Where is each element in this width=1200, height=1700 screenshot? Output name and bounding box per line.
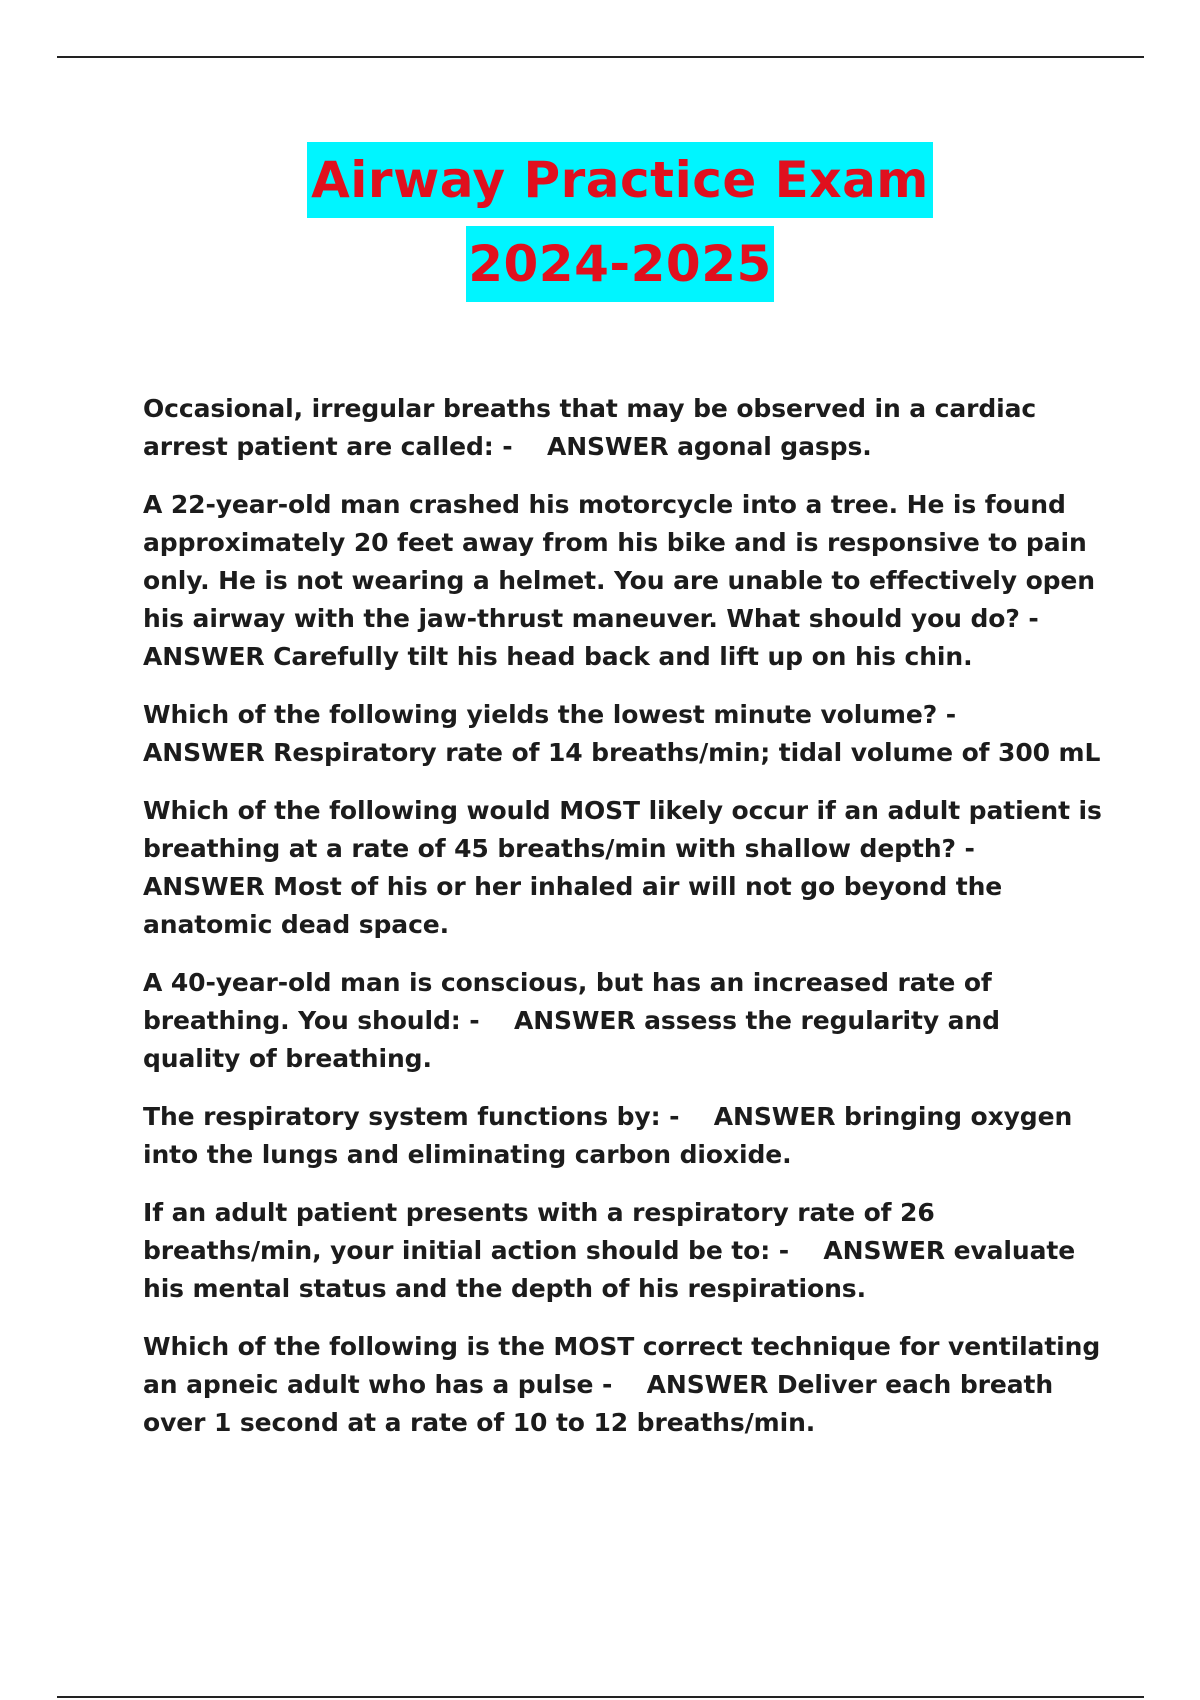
bottom-rule: [57, 1696, 1144, 1698]
page-subtitle-year: 2024-2025: [466, 226, 774, 302]
question-item: A 22-year-old man crashed his motorcycle into a tree. He is found approximately 20 feet away from his bike and is responsive to pain only. He is not wearing a helmet. You are unable to effectively open his airway with the jaw-thrust maneuver. What should you do? - ANSWER Carefully tilt his head back and lift up on his chin.: [143, 490, 1104, 671]
question-item: Which of the following yields the lowest minute volume? - ANSWER Respiratory rate of 14 breaths/min; tidal volume of 300 mL: [143, 700, 1101, 767]
question-item: Which of the following is the MOST correct technique for ventilating an apneic adult who has a pulse - ANSWER Deliver each breath over 1 second at a rate of 10 to 12 breaths/min.: [143, 1332, 1109, 1437]
top-rule: [57, 56, 1144, 58]
question-item: Which of the following would MOST likely occur if an adult patient is breathing at a rate of 45 breaths/min with shallow depth? - ANSWER Most of his or her inhaled air will not go beyond the anatomic dead space.: [143, 796, 1111, 939]
page-title: Airway Practice Exam: [307, 142, 933, 218]
question-list: [143, 390, 1111, 1462]
question-item: Occasional, irregular breaths that may be observed in a cardiac arrest patient are called: - ANSWER agonal gasps.: [143, 394, 1045, 461]
question-item: The respiratory system functions by: - ANSWER bringing oxygen into the lungs and eliminating carbon dioxide.: [143, 1102, 1081, 1169]
question-item: A 40-year-old man is conscious, but has an increased rate of breathing. You should: - ANSWER assess the regularity and quality of breathing.: [143, 968, 1009, 1073]
question-item: If an adult patient presents with a respiratory rate of 26 breaths/min, your initial action should be to: - ANSWER evaluate his mental status and the depth of his respirations.: [143, 1198, 1084, 1303]
title-block: [0, 142, 1200, 302]
